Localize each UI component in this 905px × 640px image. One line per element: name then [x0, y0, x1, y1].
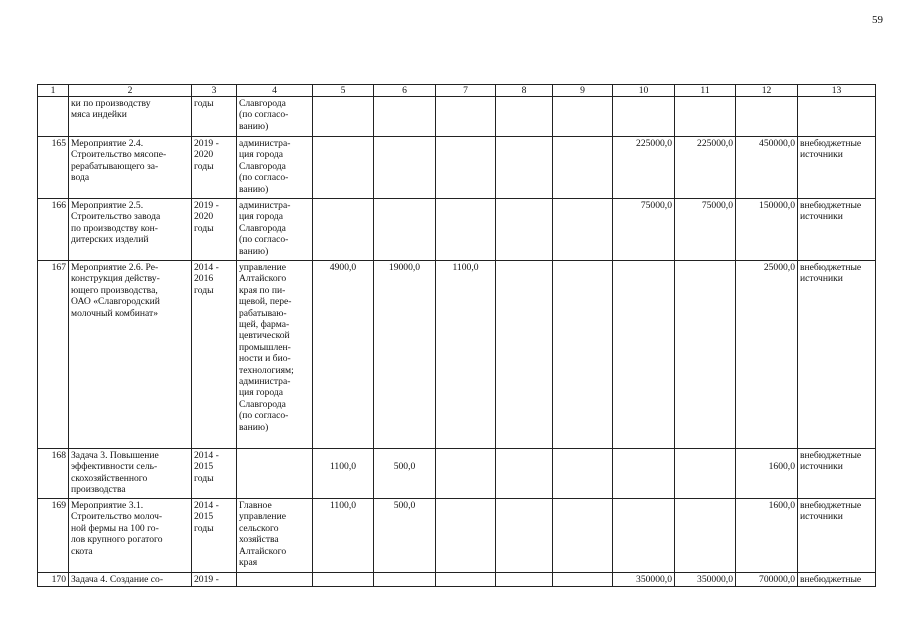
table-row: [38, 449, 876, 499]
measure-name: ки по производству мяса индейки: [69, 97, 192, 137]
measure-name: Мероприятие 2.6. Ре- конструкция действу- ющего производства, ОАО «Славгородский молочный комбинат»: [69, 261, 192, 449]
page-number: 59: [872, 14, 883, 26]
value-col7: [436, 573, 496, 587]
header-cell: 8: [496, 85, 553, 97]
value-col11: 225000,0: [675, 137, 736, 199]
value-col10: 75000,0: [613, 199, 675, 261]
value-col9: [553, 137, 613, 199]
value-col5: 4900,0: [313, 261, 374, 449]
value-col6: [374, 97, 436, 137]
row-number: 167: [38, 261, 69, 449]
period: годы: [192, 97, 237, 137]
row-number: 170: [38, 573, 69, 587]
value-col7: [436, 449, 496, 499]
table-row: [38, 573, 876, 587]
measure-name: Мероприятие 3.1. Строительство молоч- ной фермы на 100 го- лов крупного рогатого скота: [69, 499, 192, 573]
executor: [237, 573, 313, 587]
value-col8: [496, 137, 553, 199]
header-cell: 13: [798, 85, 876, 97]
header-cell: 9: [553, 85, 613, 97]
funding-source: внебюджетные источники: [798, 261, 876, 449]
row-number: 168: [38, 449, 69, 499]
funding-source: внебюджетные источники: [798, 199, 876, 261]
value-col10: 225000,0: [613, 137, 675, 199]
header-cell: 6: [374, 85, 436, 97]
row-number: 165: [38, 137, 69, 199]
value-col10: [613, 499, 675, 573]
funding-source: внебюджетные источники: [798, 449, 876, 499]
value-col9: [553, 199, 613, 261]
value-col6: [374, 199, 436, 261]
value-col8: [496, 97, 553, 137]
value-col6: [374, 137, 436, 199]
funding-source: внебюджетные источники: [798, 499, 876, 573]
header-cell: 2: [69, 85, 192, 97]
value-col11: [675, 499, 736, 573]
value-col8: [496, 499, 553, 573]
value-col11: 75000,0: [675, 199, 736, 261]
value-col6: 500,0: [374, 449, 436, 499]
table-row: [38, 499, 876, 573]
header-row: [38, 85, 876, 97]
value-col12: 1600,0: [736, 449, 798, 499]
value-col7: [436, 199, 496, 261]
executor: [237, 449, 313, 499]
value-col9: [553, 261, 613, 449]
funding-source: внебюджетные источники: [798, 137, 876, 199]
table-row: [38, 199, 876, 261]
value-col12: 150000,0: [736, 199, 798, 261]
value-col7: [436, 499, 496, 573]
value-col11: [675, 449, 736, 499]
value-col7: 1100,0: [436, 261, 496, 449]
value-col5: 1100,0: [313, 499, 374, 573]
executor: администра- ция города Славгорода (по согласо- ванию): [237, 137, 313, 199]
measure-name: Задача 4. Создание со-: [69, 573, 192, 587]
header-cell: 11: [675, 85, 736, 97]
value-col8: [496, 573, 553, 587]
header-cell: 10: [613, 85, 675, 97]
budget-table: [37, 84, 876, 587]
value-col8: [496, 449, 553, 499]
header-cell: 4: [237, 85, 313, 97]
value-col10: 350000,0: [613, 573, 675, 587]
value-col8: [496, 199, 553, 261]
value-col12: 450000,0: [736, 137, 798, 199]
header-cell: 12: [736, 85, 798, 97]
row-number: [38, 97, 69, 137]
value-col8: [496, 261, 553, 449]
value-col5: [313, 199, 374, 261]
period: 2019 - 2020 годы: [192, 199, 237, 261]
value-col12: 25000,0: [736, 261, 798, 449]
executor: Славгорода (по согласо- ванию): [237, 97, 313, 137]
period: 2019 - 2020 годы: [192, 137, 237, 199]
period: 2019 -: [192, 573, 237, 587]
period: 2014 - 2015 годы: [192, 449, 237, 499]
funding-source: внебюджетные: [798, 573, 876, 587]
value-col9: [553, 97, 613, 137]
value-col6: 500,0: [374, 499, 436, 573]
value-col11: [675, 97, 736, 137]
table-row: [38, 261, 876, 449]
measure-name: Мероприятие 2.5. Строительство завода по производству кон- дитерских изделий: [69, 199, 192, 261]
funding-source: [798, 97, 876, 137]
value-col10: [613, 97, 675, 137]
executor: Главное управление сельского хозяйства Алтайского края: [237, 499, 313, 573]
value-col5: [313, 137, 374, 199]
header-cell: 3: [192, 85, 237, 97]
value-col9: [553, 499, 613, 573]
period: 2014 - 2016 годы: [192, 261, 237, 449]
value-col9: [553, 573, 613, 587]
header-cell: 5: [313, 85, 374, 97]
value-col5: [313, 97, 374, 137]
value-col12: [736, 97, 798, 137]
header-cell: 7: [436, 85, 496, 97]
executor: управление Алтайского края по пи- щевой, пере- рабатываю- щей, фарма- цевтической промышлен- ности и био- технологиям; администра- ция города Славгорода (по согласо- ванию): [237, 261, 313, 449]
value-col11: 350000,0: [675, 573, 736, 587]
period: 2014 - 2015 годы: [192, 499, 237, 573]
value-col7: [436, 97, 496, 137]
value-col6: 19000,0: [374, 261, 436, 449]
table-row: [38, 97, 876, 137]
executor: администра- ция города Славгорода (по согласо- ванию): [237, 199, 313, 261]
value-col5: [313, 573, 374, 587]
value-col12: 700000,0: [736, 573, 798, 587]
value-col10: [613, 261, 675, 449]
value-col7: [436, 137, 496, 199]
value-col10: [613, 449, 675, 499]
row-number: 166: [38, 199, 69, 261]
value-col11: [675, 261, 736, 449]
value-col6: [374, 573, 436, 587]
value-col9: [553, 449, 613, 499]
value-col12: 1600,0: [736, 499, 798, 573]
measure-name: Задача 3. Повышение эффективности сель- скохозяйственного производства: [69, 449, 192, 499]
table-row: [38, 137, 876, 199]
header-cell: 1: [38, 85, 69, 97]
value-col5: 1100,0: [313, 449, 374, 499]
row-number: 169: [38, 499, 69, 573]
measure-name: Мероприятие 2.4. Строительство мясопе- рерабатывающего за- вода: [69, 137, 192, 199]
